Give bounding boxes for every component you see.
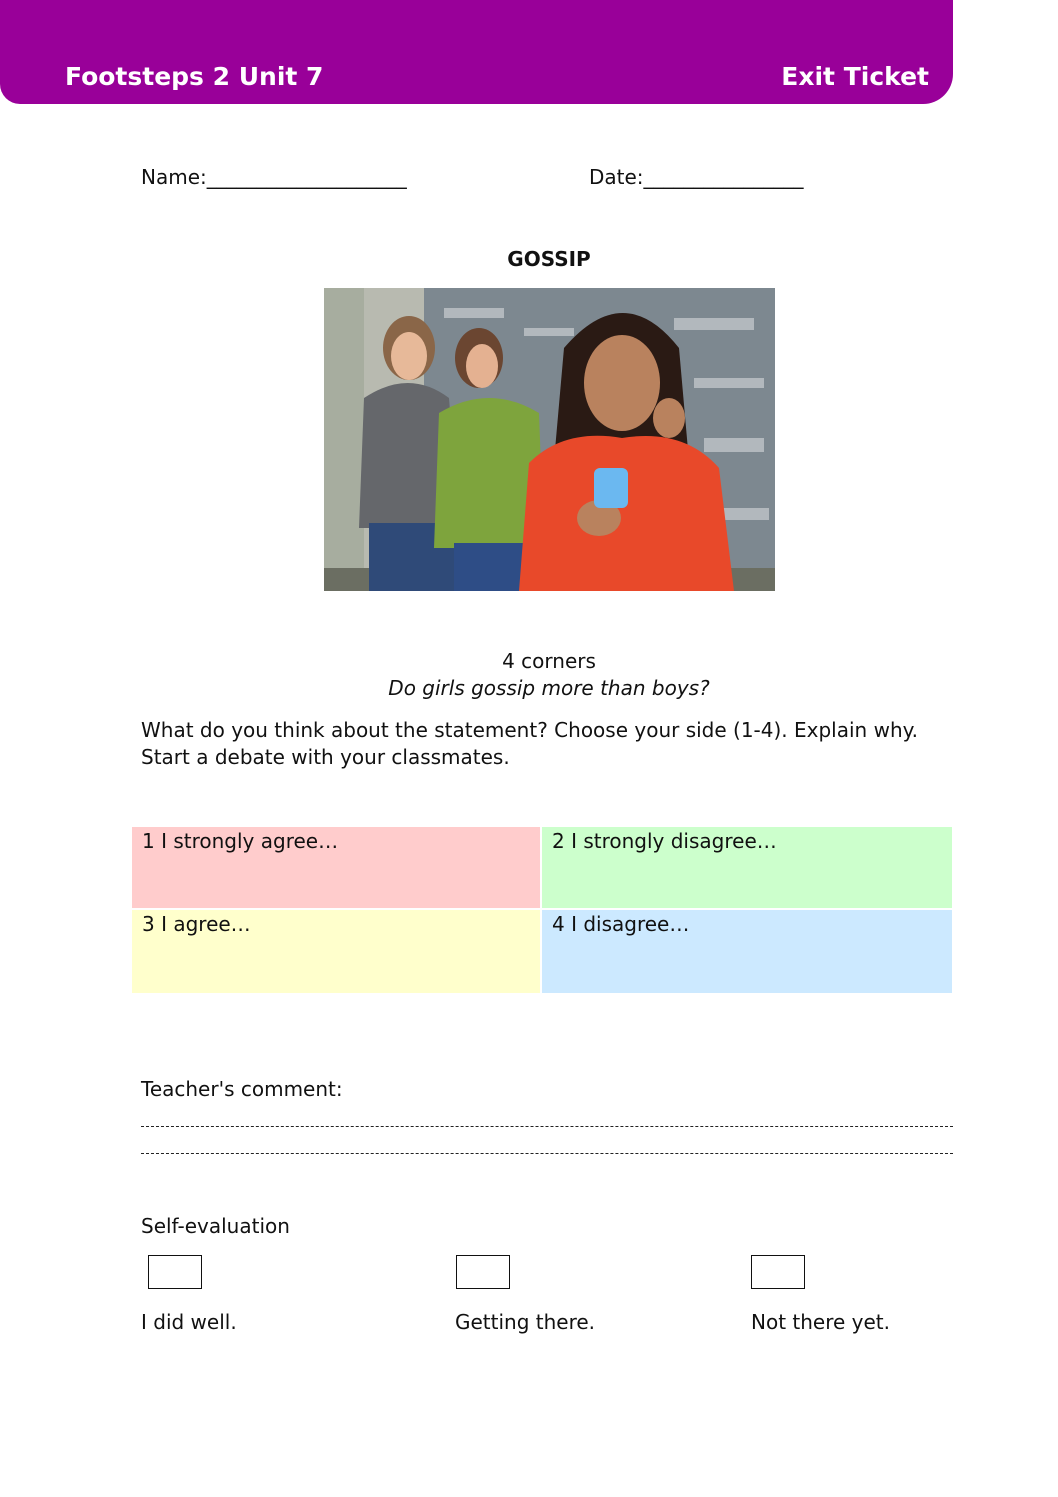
corners-grid — [132, 827, 952, 993]
corner-strongly-agree[interactable]: 1 I strongly agree… — [132, 827, 542, 910]
corner-strongly-disagree[interactable]: 2 I strongly disagree… — [542, 827, 952, 910]
header-banner — [0, 0, 953, 104]
page-title: GOSSIP — [507, 247, 591, 271]
unit-title: Footsteps 2 Unit 7 — [65, 62, 324, 91]
activity-name: 4 corners — [502, 649, 596, 673]
exit-ticket-title: Exit Ticket — [781, 62, 929, 91]
comment-line-1[interactable] — [141, 1126, 953, 1127]
self-evaluation-label: Self-evaluation — [141, 1214, 290, 1238]
corner-agree[interactable]: 3 I agree… — [132, 910, 542, 993]
comment-line-2[interactable] — [141, 1153, 953, 1154]
checkbox-getting-there[interactable] — [456, 1255, 510, 1289]
checkbox-not-there-yet[interactable] — [751, 1255, 805, 1289]
gossip-photo — [324, 288, 775, 591]
debate-question: Do girls gossip more than boys? — [388, 676, 710, 700]
name-field[interactable]: Name:____________________ — [141, 165, 407, 189]
instructions: What do you think about the statement? Choose your side (1-4). Explain why. Start a debate with your classmates. — [141, 718, 918, 769]
corner-disagree[interactable]: 4 I disagree… — [542, 910, 952, 993]
label-did-well: I did well. — [141, 1310, 237, 1334]
label-getting-there: Getting there. — [455, 1310, 596, 1334]
teacher-comment-label: Teacher's comment: — [141, 1077, 343, 1101]
label-not-there-yet: Not there yet. — [751, 1310, 891, 1334]
checkbox-did-well[interactable] — [148, 1255, 202, 1289]
date-field[interactable]: Date:________________ — [589, 165, 804, 189]
